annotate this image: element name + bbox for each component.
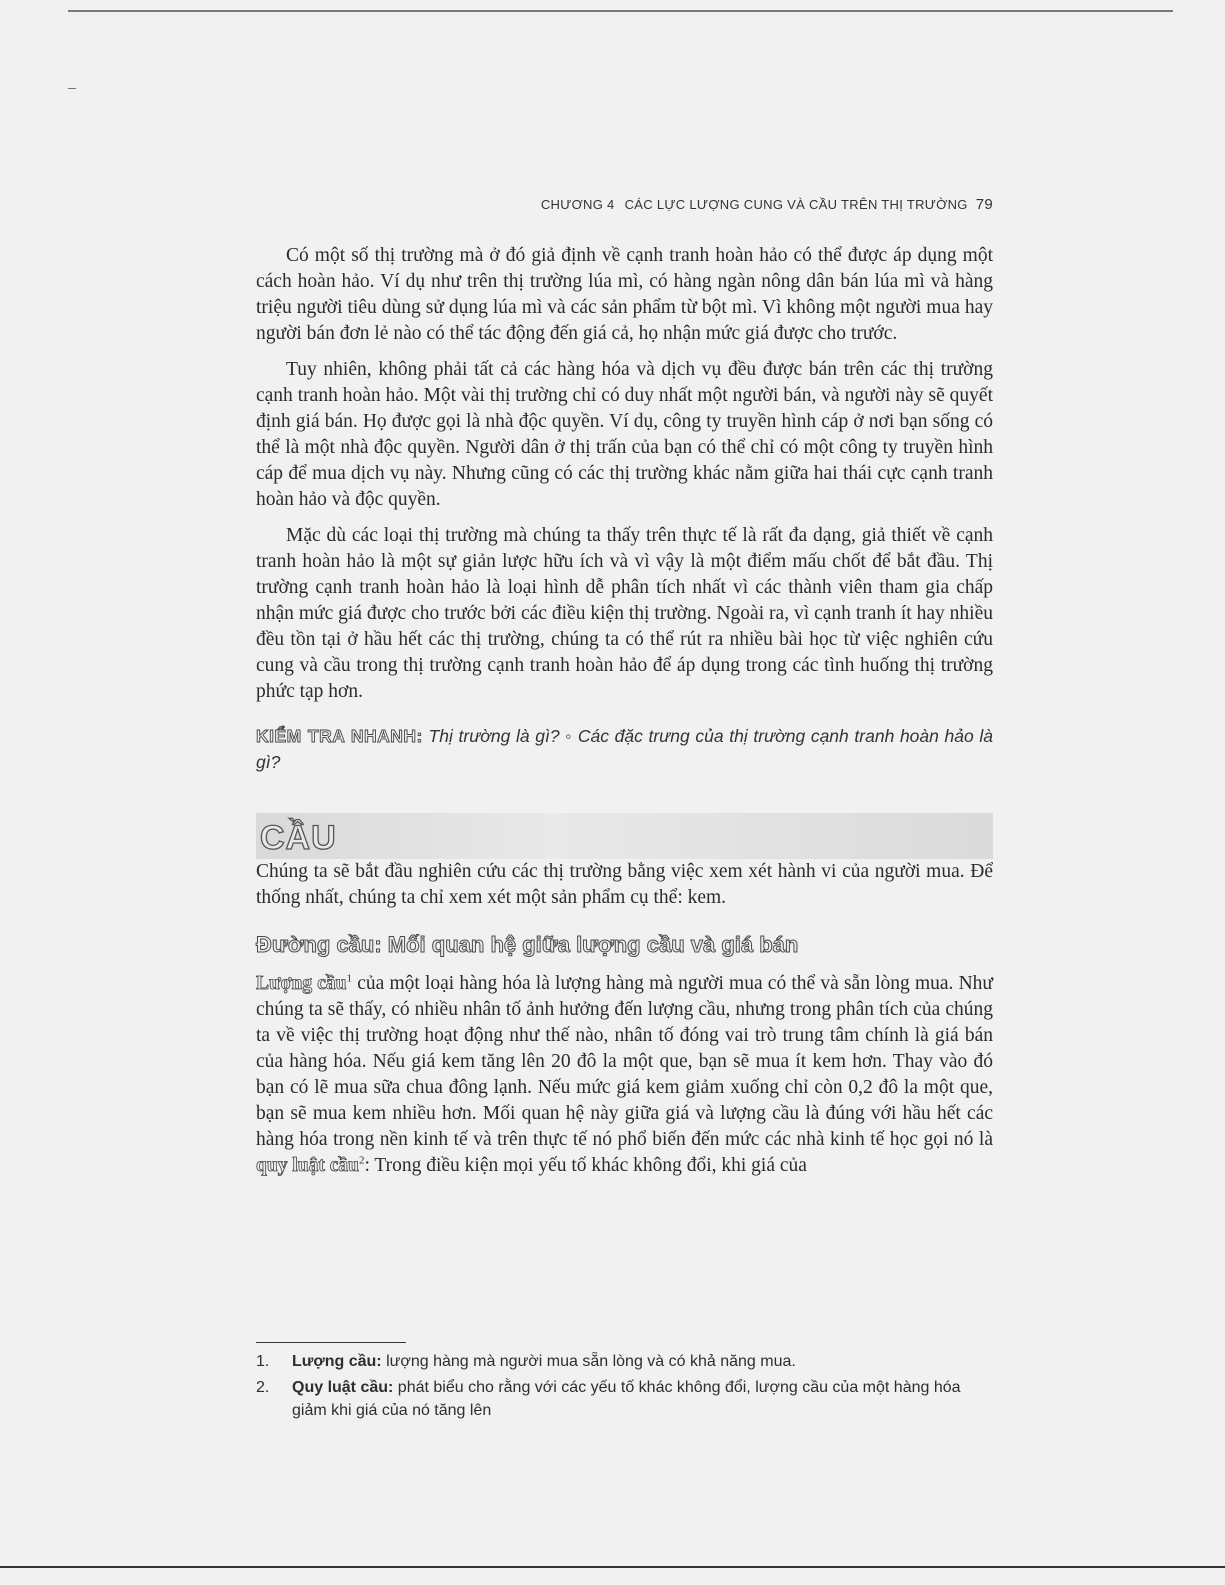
section-intro: Chúng ta sẽ bắt đầu nghiên cứu các thị trường bằng việc xem xét hành vi của người mua. Để thống nhất, chúng ta chỉ xem xét một sản phẩm cụ thể: kem. <box>256 861 993 908</box>
paragraph: Có một số thị trường mà ở đó giả định về cạnh tranh hoàn hảo có thể được áp dụng một cách hoàn hảo. Ví dụ như trên thị trường lúa mì, có hàng ngàn nông dân bán lúa mì và hàng triệu người tiêu dùng sử dụng lúa mì và các sản phẩm từ bột mì. Vì không một người mua hay người bán đơn lẻ nào có thể tác động đến giá cả, họ nhận mức giá được cho trước. <box>256 245 993 344</box>
footnote-number: 2. <box>256 1379 270 1396</box>
key-term: quy luật cầu <box>256 1155 359 1176</box>
section-title: CẦU <box>260 819 337 857</box>
footnote-number: 1. <box>256 1353 270 1370</box>
footnote-text: phát biểu cho rằng với các yếu tố khác không đổi, lượng cầu của một hàng hóa giảm khi giá của nó tăng lên <box>292 1379 961 1419</box>
footnote-ref: 2 <box>358 1154 365 1167</box>
paragraph: Mặc dù các loại thị trường mà chúng ta thấy trên thực tế là rất đa dạng, giả thiết về cạnh tranh hoàn hảo là một sự giản lược hữu ích và vì vậy là một điểm mấu chốt để bắt đầu. Thị trường cạnh tranh hoàn hảo là loại hình dễ phân tích nhất vì các thành viên tham gia chấp nhận mức giá được cho trước bởi các điều kiện thị trường. Ngoài ra, vì cạnh tranh ít hay nhiều đều tồn tại ở hầu hết các thị trường, chúng ta có thể rút ra nhiều bài học từ việc nghiên cứu cung và cầu trong thị trường cạnh tranh hoàn hảo để áp dụng trong các tình huống thị trường phức tạp hơn. <box>256 525 993 702</box>
footnote-term: Quy luật cầu: <box>292 1379 394 1396</box>
top-rule <box>68 10 1173 12</box>
footnote <box>256 1376 996 1422</box>
bottom-rule <box>0 1566 1225 1568</box>
key-term: Lượng cầu <box>256 973 347 994</box>
subsection-title: Đường cầu: Mối quan hệ giữa lượng cầu và giá bán <box>256 932 799 957</box>
page-body <box>256 243 993 1189</box>
chapter-title: CÁC LỰC LƯỢNG CUNG VÀ CẦU TRÊN THỊ TRƯỜNG <box>624 197 968 212</box>
quick-quiz <box>256 723 993 775</box>
footnote-ref: 1 <box>346 972 353 985</box>
footnote-rule <box>256 1342 406 1343</box>
paragraph-text: : Trong điều kiện mọi yếu tố khác không đổi, khi giá của <box>364 1155 807 1176</box>
footnotes <box>256 1350 996 1425</box>
subsection-paragraph <box>256 971 993 1179</box>
footnote-term: Lượng cầu: <box>292 1353 382 1370</box>
running-head <box>256 196 993 213</box>
quick-quiz-label: KIỂM TRA NHANH: <box>256 726 423 746</box>
chapter-label: CHƯƠNG 4 <box>540 197 615 212</box>
paragraph: Tuy nhiên, không phải tất cả các hàng hóa và dịch vụ đều được bán trên các thị trường cạnh tranh hoàn hảo. Một vài thị trường chỉ có duy nhất một người bán, và người này sẽ quyết định giá bán. Họ được gọi là nhà độc quyền. Ví dụ, công ty truyền hình cáp ở nơi bạn sống có thể là một nhà độc quyền. Người dân ở thị trấn của bạn có thể chỉ có một công ty truyền hình cáp để mua dịch vụ này. Nhưng cũng có các thị trường khác nằm giữa hai thái cực cạnh tranh hoàn hảo và độc quyền. <box>256 359 993 510</box>
quick-quiz-text: Thị trường là gì? ◦ Các đặc trưng của thị trường cạnh tranh hoàn hảo là gì? <box>256 726 993 772</box>
paragraph-text: của một loại hàng hóa là lượng hàng mà người mua có thể và sẵn lòng mua. Như chúng ta sẽ thấy, có nhiều nhân tố ảnh hưởng đến lượng cầu, nhưng trong phân tích của chúng ta về việc thị trường hoạt động như thế nào, nhân tố đóng vai trò trung tâm chính là giá bán của hàng hóa. Nếu giá kem tăng lên 20 đô la một que, bạn sẽ mua ít kem hơn. Thay vào đó bạn có lẽ mua sữa chua đông lạnh. Nếu mức giá kem giảm xuống chỉ còn 0,2 đô la một que, bạn sẽ mua kem nhiều hơn. Mối quan hệ này giữa giá và lượng cầu là đúng với hầu hết các hàng hóa trong nền kinh tế và trên thực tế nó phổ biến đến mức các nhà kinh tế học gọi nó là <box>256 973 993 1150</box>
page-number: 79 <box>975 196 993 213</box>
footnote-text: lượng hàng mà người mua sẵn lòng và có khả năng mua. <box>381 1353 796 1370</box>
footnote <box>256 1350 996 1373</box>
margin-mark <box>68 88 76 89</box>
section-heading-band <box>256 813 993 859</box>
